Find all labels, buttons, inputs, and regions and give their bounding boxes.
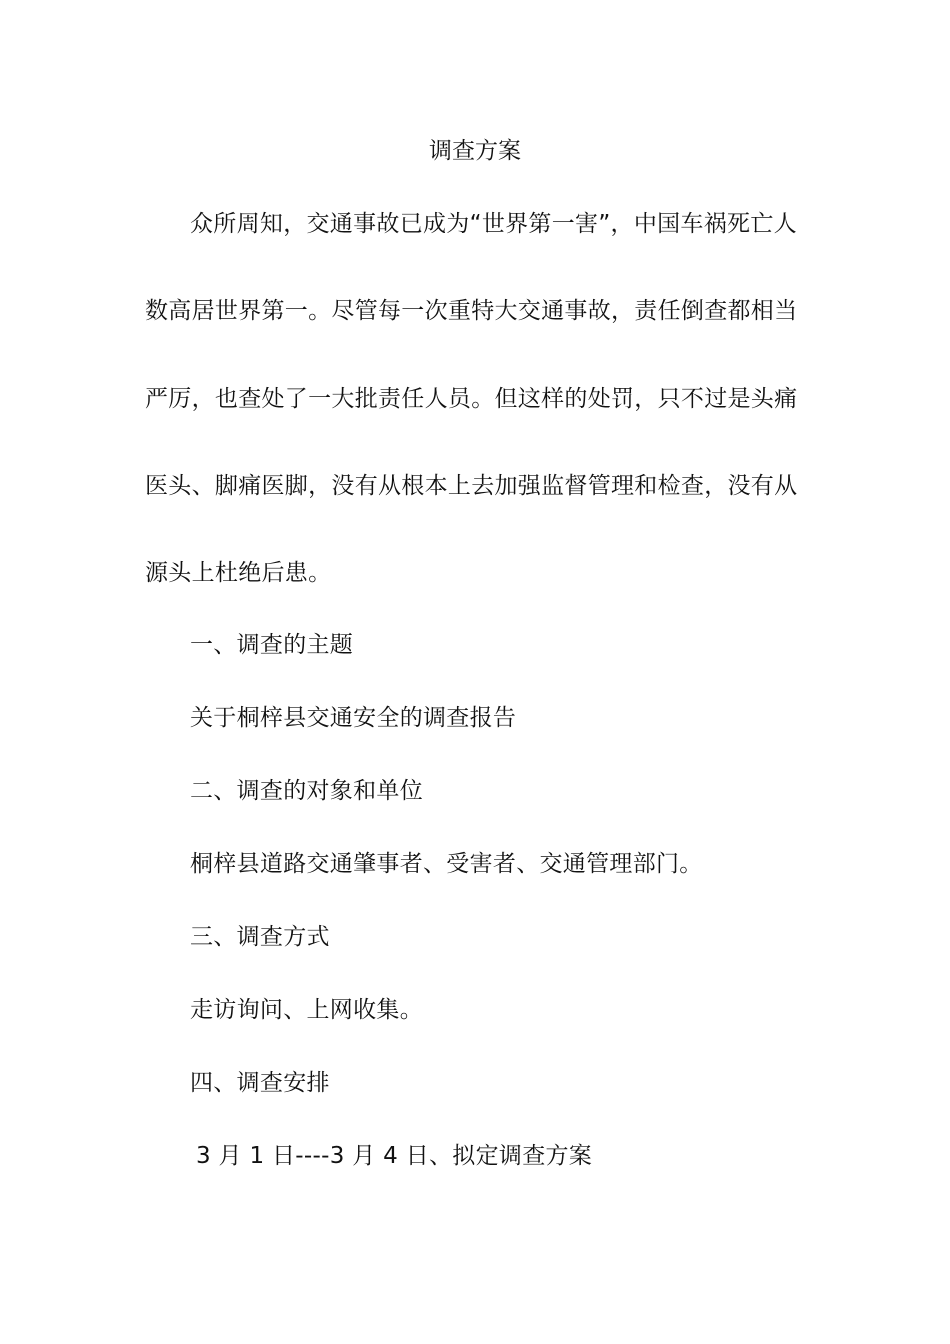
section-2-heading: 二、调查的对象和单位 [190, 778, 423, 804]
intro-line-3: 严厉，也查处了一大批责任人员。但这样的处罚，只不过是头痛 [145, 386, 798, 412]
page-title: 调查方案 [429, 138, 521, 164]
section-4-heading: 四、调查安排 [190, 1070, 330, 1096]
intro-line-4: 医头、脚痛医脚，没有从根本上去加强监督管理和检查，没有从 [145, 473, 798, 499]
section-2-content: 桐梓县道路交通肇事者、受害者、交通管理部门。 [190, 851, 703, 877]
section-1-heading: 一、调查的主题 [190, 632, 354, 658]
intro-line-5: 源头上杜绝后患。 [145, 560, 332, 586]
intro-line-1: 众所周知，交通事故已成为“世界第一害”，中国车祸死亡人 [190, 211, 797, 237]
section-3-heading: 三、调查方式 [190, 924, 330, 950]
intro-line-2: 数高居世界第一。尽管每一次重特大交通事故，责任倒查都相当 [145, 298, 798, 324]
section-3-content: 走访询问、上网收集。 [190, 997, 423, 1023]
section-1-content: 关于桐梓县交通安全的调查报告 [190, 705, 517, 731]
section-4-content: 3 月 1 日----3 月 4 日、拟定调查方案 [196, 1143, 593, 1169]
